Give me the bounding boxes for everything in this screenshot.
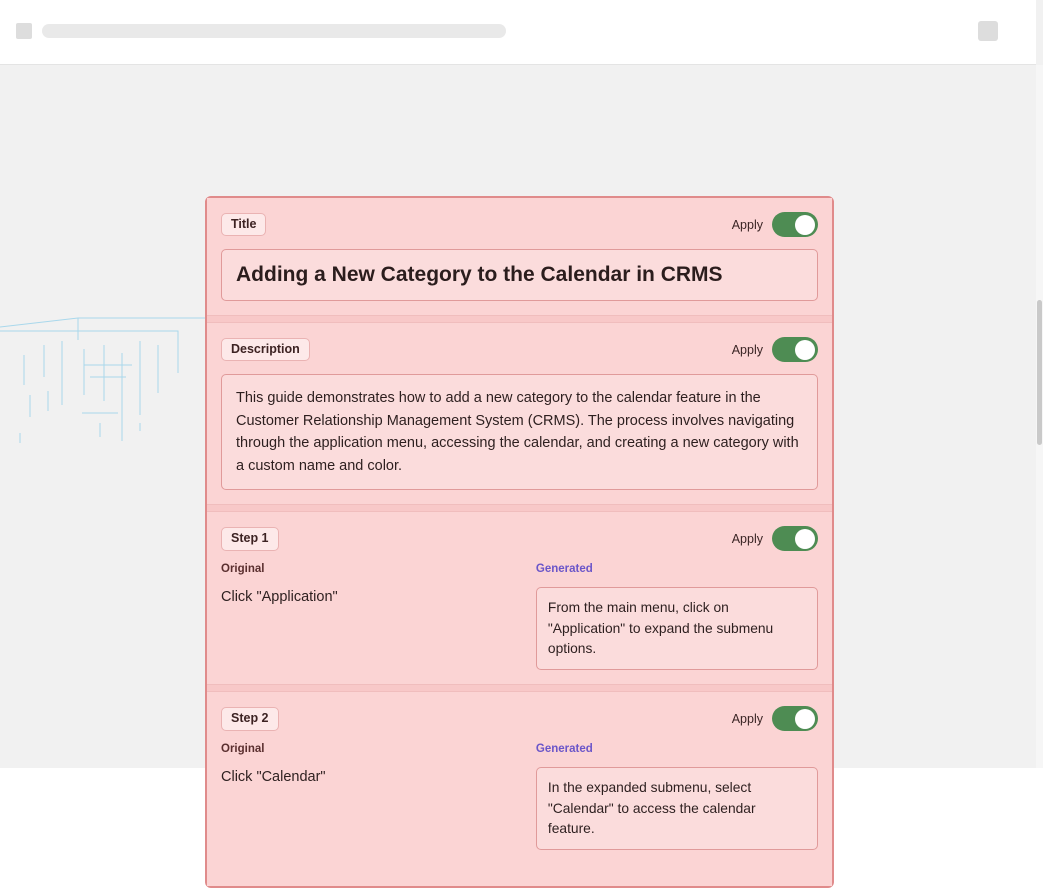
description-chip: Description (221, 338, 310, 362)
step-columns (221, 743, 818, 850)
step-original-column (221, 743, 516, 850)
description-apply-label: Apply (731, 342, 763, 357)
title-section (207, 198, 832, 315)
menu-icon[interactable] (978, 21, 998, 41)
step-section-header (221, 526, 818, 551)
address-bar[interactable] (42, 24, 506, 38)
original-label: Original (221, 563, 265, 576)
page-scrollbar[interactable] (1036, 65, 1043, 768)
step-section-header (221, 706, 818, 731)
toggle-knob-icon (795, 529, 815, 549)
title-section-header (221, 212, 818, 237)
step-apply-toggle[interactable] (772, 706, 818, 731)
step-apply-toggle[interactable] (772, 526, 818, 551)
step-apply-control[interactable] (732, 526, 818, 551)
toggle-knob-icon (795, 340, 815, 360)
browser-chrome (0, 0, 1036, 65)
section-divider (207, 684, 832, 692)
description-section-header (221, 337, 818, 362)
description-section (207, 323, 832, 504)
step-generated-input[interactable]: In the expanded submenu, select "Calendar" to access the calendar feature. (536, 767, 818, 850)
title-chip: Title (221, 213, 266, 237)
description-input[interactable]: This guide demonstrates how to add a new category to the calendar feature in the Customer Relationship Management System (CRMS). The process involves navigating through the application menu, accessing the calendar, and creating a new category with a custom name and color. (221, 374, 818, 490)
generated-label: Generated (535, 743, 593, 756)
original-label: Original (221, 743, 265, 756)
step-generated-column (536, 563, 818, 670)
description-apply-control[interactable] (732, 337, 818, 362)
step-section (207, 692, 832, 864)
guide-editor-card (205, 196, 834, 888)
step-section (207, 512, 832, 684)
title-apply-label: Apply (731, 217, 763, 232)
step-original-text: Click "Application" (221, 589, 338, 606)
step-generated-input[interactable]: From the main menu, click on "Application" to expand the submenu options. (536, 587, 818, 670)
step-original-column (221, 563, 516, 670)
generated-label: Generated (535, 563, 593, 576)
tab-icon[interactable] (16, 23, 32, 39)
title-apply-control[interactable] (732, 212, 818, 237)
step-apply-label: Apply (731, 531, 763, 546)
step-apply-control[interactable] (732, 706, 818, 731)
section-divider (207, 315, 832, 323)
step-columns (221, 563, 818, 670)
step-original-text: Click "Calendar" (221, 769, 326, 786)
page-content (0, 65, 1036, 836)
step-apply-label: Apply (731, 711, 763, 726)
step-chip: Step 1 (221, 527, 279, 551)
card-bottom-padding (207, 864, 832, 886)
step-generated-column (536, 743, 818, 850)
title-input[interactable]: Adding a New Category to the Calendar in CRMS (221, 249, 818, 301)
decorative-sketch (0, 245, 235, 475)
page-scrollbar-thumb[interactable] (1037, 300, 1042, 445)
title-apply-toggle[interactable] (772, 212, 818, 237)
description-apply-toggle[interactable] (772, 337, 818, 362)
toggle-knob-icon (795, 709, 815, 729)
toggle-knob-icon (795, 215, 815, 235)
section-divider (207, 504, 832, 512)
step-chip: Step 2 (221, 707, 279, 731)
